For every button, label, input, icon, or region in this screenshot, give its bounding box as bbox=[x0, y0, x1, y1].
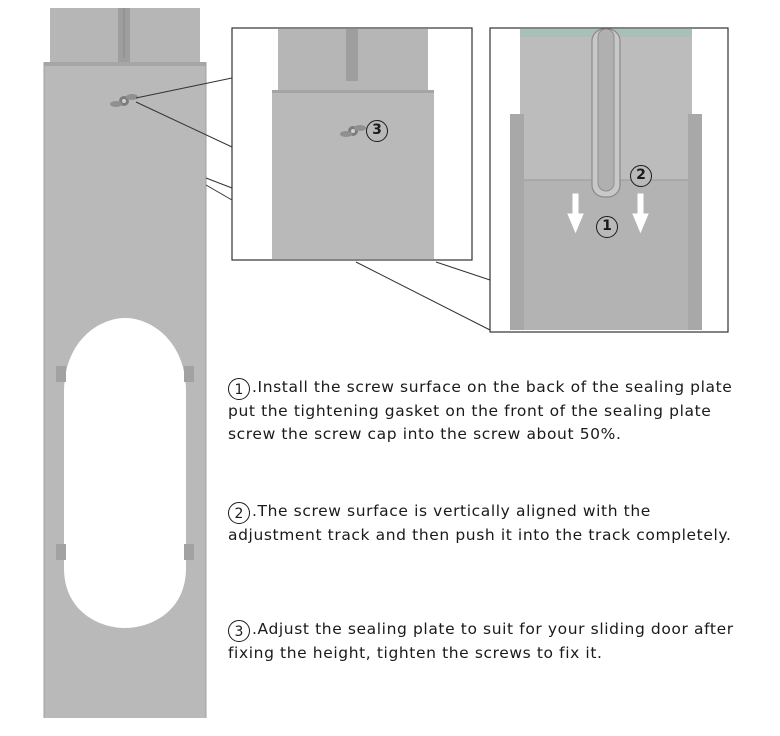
instruction-step-2 bbox=[228, 500, 748, 547]
instruction-step-3 bbox=[228, 618, 748, 665]
step-text: .Adjust the sealing plate to suit for your sliding door after fixing the height, tighten the screws to fix it. bbox=[228, 620, 734, 662]
step-marker-3: 3 bbox=[366, 120, 388, 142]
step-text: .The screw surface is vertically aligned with the adjustment track and then push it into the track completely. bbox=[228, 502, 732, 544]
sealing-plate-main bbox=[44, 8, 206, 718]
step-number: 2 bbox=[228, 502, 250, 524]
step-number: 3 bbox=[228, 620, 250, 642]
zoom-detail-1 bbox=[232, 28, 472, 260]
step-number: 1 bbox=[228, 378, 250, 400]
zoom-detail-2 bbox=[490, 28, 728, 332]
step-marker-2: 2 bbox=[630, 165, 652, 187]
step-text: .Install the screw surface on the back of the sealing plate put the tightening gasket on the front of the sealing plate screw the screw cap into the screw about 50%. bbox=[228, 378, 733, 443]
step-marker-1: 1 bbox=[596, 216, 618, 238]
instruction-step-1 bbox=[228, 376, 748, 446]
